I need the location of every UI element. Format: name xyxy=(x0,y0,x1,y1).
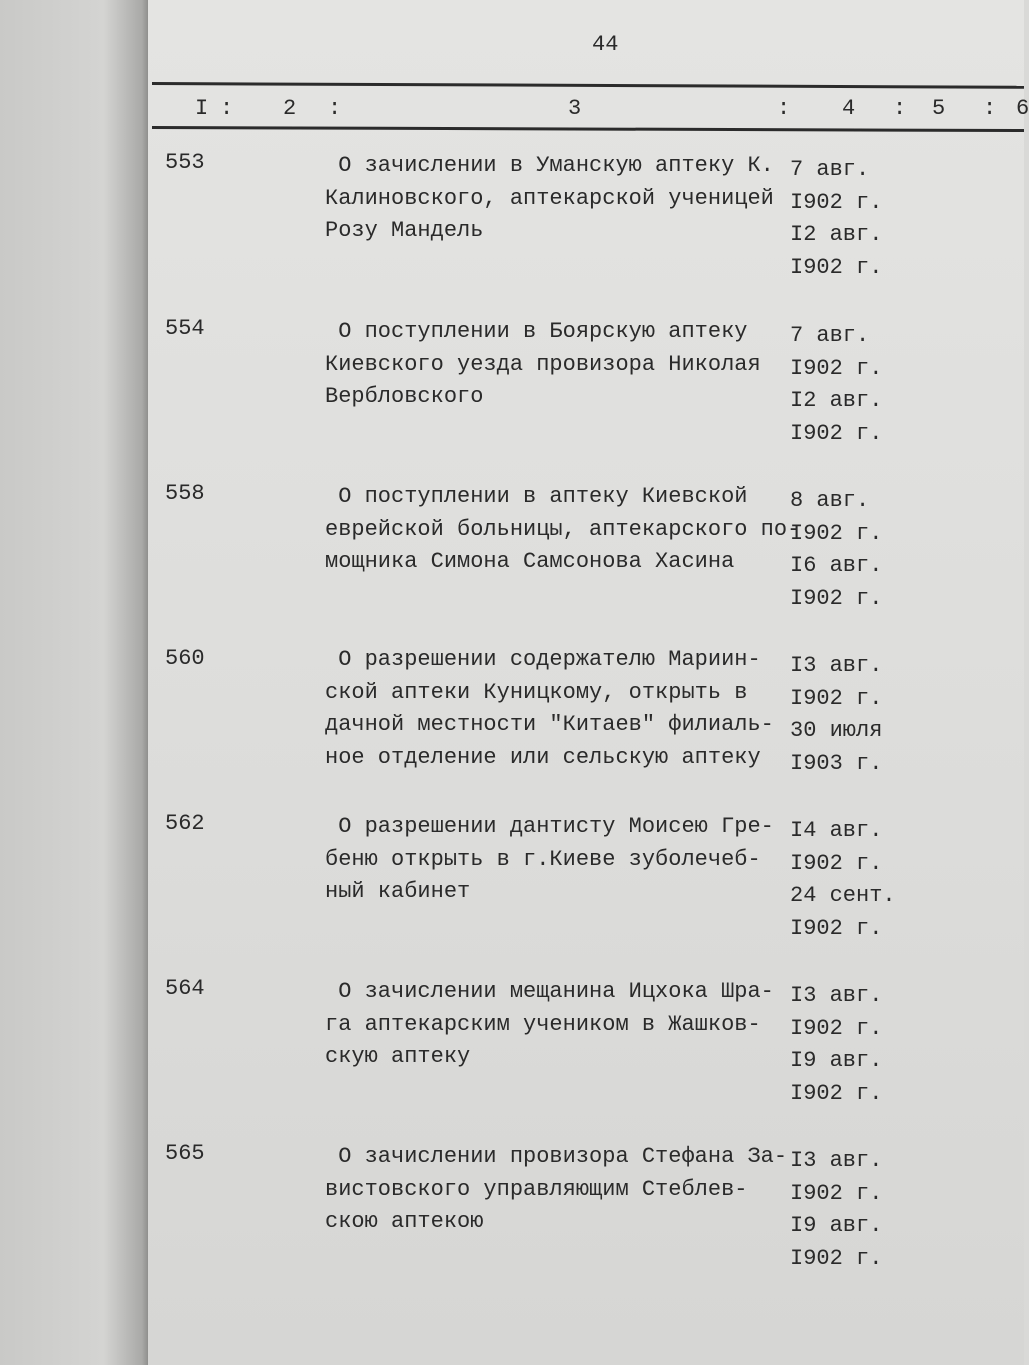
description-line: скою аптекою xyxy=(325,1209,484,1234)
date-line: 7 авг. xyxy=(790,323,870,348)
entry-dates xyxy=(790,1145,882,1275)
column-separator: : xyxy=(328,96,342,121)
date-line: I902 г. xyxy=(790,355,883,381)
entry-dates xyxy=(790,154,882,284)
date-line: I902 г. xyxy=(790,915,883,941)
description-line: О зачислении провизора Стефана За- xyxy=(325,1144,788,1169)
description-line: га аптекарским учеником в Жашков- xyxy=(325,1011,761,1037)
date-line: I2 авг. xyxy=(790,388,883,413)
date-line: I902 г. xyxy=(790,189,883,215)
entry-description xyxy=(325,976,774,1074)
entry-dates xyxy=(790,815,896,945)
date-line: I2 авг. xyxy=(790,222,883,247)
date-line: 8 авг. xyxy=(790,488,870,513)
list-item xyxy=(0,976,1024,1136)
description-line: беню открыть в г.Киеве зуболечеб- xyxy=(325,846,761,872)
column-header-2: 2 xyxy=(283,96,297,121)
list-item xyxy=(0,481,1024,641)
column-header-5: 5 xyxy=(932,96,946,121)
column-separator: : xyxy=(777,96,791,121)
description-line: скую аптеку xyxy=(325,1044,471,1069)
date-line: I902 г. xyxy=(790,420,883,446)
date-line: I4 авг. xyxy=(790,818,883,843)
description-line: еврейской больницы, аптекарского по- xyxy=(325,516,801,542)
list-item xyxy=(0,646,1024,806)
entry-number: 560 xyxy=(165,646,205,671)
list-item xyxy=(0,1141,1024,1301)
column-header-4: 4 xyxy=(842,96,856,121)
description-line: вистовского управляющим Стеблев- xyxy=(325,1176,748,1202)
column-separator: : xyxy=(220,96,234,121)
entry-number: 565 xyxy=(165,1141,205,1166)
column-header-3: 3 xyxy=(568,96,582,121)
description-line: О поступлении в аптеку Киевской xyxy=(325,484,748,509)
date-line: I902 г. xyxy=(790,585,883,611)
date-line: I902 г. xyxy=(790,1080,883,1106)
list-item xyxy=(0,150,1024,310)
entry-description xyxy=(325,150,774,248)
entry-dates xyxy=(790,485,882,615)
date-line: I3 авг. xyxy=(790,653,883,678)
page-number: 44 xyxy=(592,32,619,57)
entry-number: 554 xyxy=(165,316,205,341)
list-item xyxy=(0,811,1024,971)
column-header-6: 6 xyxy=(1016,96,1029,121)
description-line: О зачислении в Уманскую аптеку К. xyxy=(325,153,774,178)
entry-dates xyxy=(790,320,882,450)
description-line: ской аптеки Куницкому, открыть в xyxy=(325,679,748,705)
date-line: I9 авг. xyxy=(790,1048,883,1073)
column-header-1: I xyxy=(195,96,209,121)
description-line: мощника Симона Самсонова Хасина xyxy=(325,549,735,574)
date-line: I902 г. xyxy=(790,685,883,711)
description-line: О зачислении мещанина Ицхока Шра- xyxy=(325,979,774,1004)
date-line: I3 авг. xyxy=(790,983,883,1008)
entry-description xyxy=(325,481,800,579)
entry-description xyxy=(325,316,761,414)
description-line: Верблoвского xyxy=(325,384,484,409)
date-line: 30 июля xyxy=(790,718,883,743)
date-line: 7 авг. xyxy=(790,157,870,182)
date-line: I903 г. xyxy=(790,750,883,776)
list-item xyxy=(0,316,1024,476)
description-line: ный кабинет xyxy=(325,879,471,904)
entry-number: 553 xyxy=(165,150,205,175)
date-line: I902 г. xyxy=(790,254,883,280)
description-line: дачной местности "Китаев" филиаль- xyxy=(325,712,774,737)
entry-number: 562 xyxy=(165,811,205,836)
description-line: О поступлении в Боярскую аптеку xyxy=(325,319,748,344)
description-line: Киевского уезда провизора Николая xyxy=(325,351,761,377)
entry-number: 558 xyxy=(165,481,205,506)
description-line: Калиновского, аптекарской ученицей xyxy=(325,185,774,211)
entry-dates xyxy=(790,650,882,780)
entry-number: 564 xyxy=(165,976,205,1001)
date-line: I6 авг. xyxy=(790,553,883,578)
description-line: ное отделение или сельскую аптеку xyxy=(325,744,761,770)
column-separator: : xyxy=(893,96,907,121)
date-line: I902 г. xyxy=(790,1245,883,1271)
date-line: I902 г. xyxy=(790,850,883,876)
date-line: I9 авг. xyxy=(790,1213,883,1238)
description-line: О разрешении дантисту Моисею Гре- xyxy=(325,814,774,839)
date-line: I902 г. xyxy=(790,520,883,546)
date-line: I902 г. xyxy=(790,1015,883,1041)
description-line: Розу Мандель xyxy=(325,218,484,243)
entry-description xyxy=(325,1141,787,1239)
date-line: I902 г. xyxy=(790,1180,883,1206)
entry-description xyxy=(325,811,774,909)
column-separator: : xyxy=(983,96,997,121)
date-line: I3 авг. xyxy=(790,1148,883,1173)
description-line: О разрешении содержателю Мариин- xyxy=(325,647,761,672)
entry-dates xyxy=(790,980,882,1110)
entry-description xyxy=(325,644,774,774)
date-line: 24 сент. xyxy=(790,883,896,908)
